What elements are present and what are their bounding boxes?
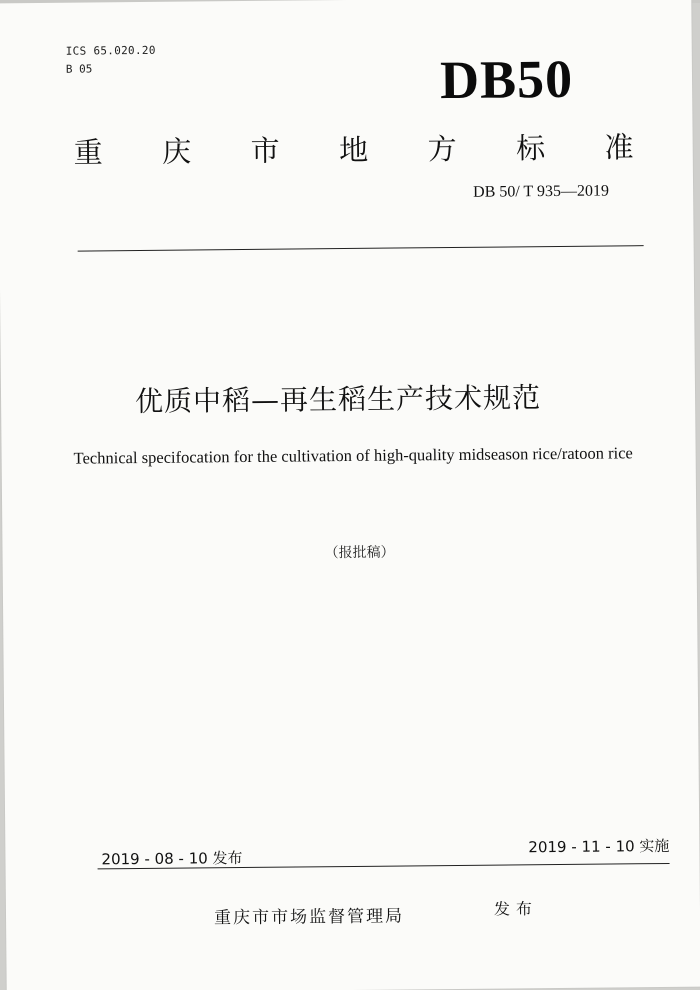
heading-char: 庆 — [162, 134, 192, 169]
title-english: Technical specifocation for the cultivation of high-quality midseason rice/ratoon rice — [73, 443, 633, 468]
issue-date: 2019 - 08 - 10 发布 — [101, 849, 243, 869]
title-chinese: 优质中稻—再生稻生产技术规范 — [134, 381, 542, 419]
heading-char: 方 — [427, 131, 457, 167]
ics-code: ICS 65.020.20 — [65, 43, 156, 58]
standard-number: DB 50/ T 935—2019 — [473, 182, 610, 201]
heading-char: 标 — [515, 131, 546, 166]
date-row — [101, 835, 670, 869]
ccs-code: B 05 — [65, 62, 93, 76]
implementation-date: 2019 - 11 - 10 实施 — [528, 836, 670, 857]
publish-label: 发布 — [493, 899, 539, 919]
draft-status: （报批稿） — [324, 544, 395, 562]
standard-logo: DB50 — [439, 48, 574, 111]
heading-char: 重 — [73, 135, 103, 170]
header-divider — [78, 245, 644, 251]
heading-char: 准 — [604, 130, 634, 165]
heading-char: 地 — [338, 132, 369, 168]
publisher-name: 重庆市市场监督管理局 — [213, 906, 405, 929]
heading-char: 市 — [250, 133, 280, 168]
standard-type-heading — [73, 125, 633, 171]
